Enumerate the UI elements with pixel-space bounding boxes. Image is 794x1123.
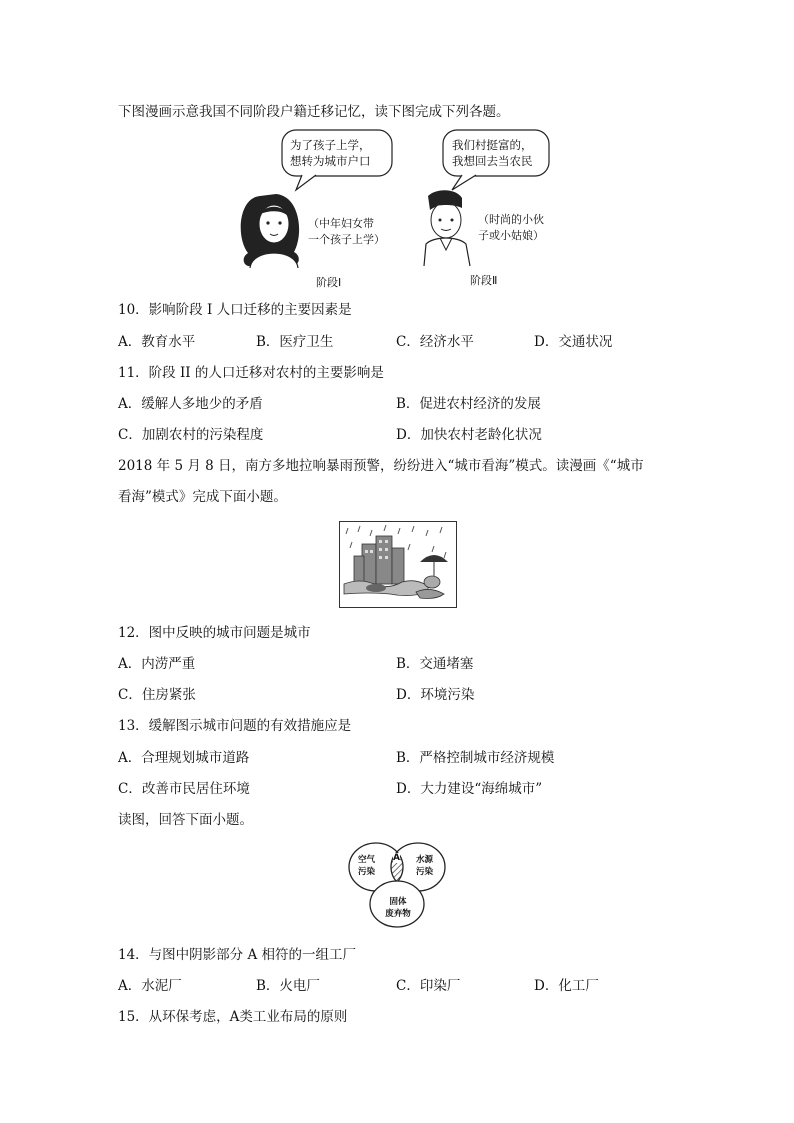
q11-option-a[interactable]: A．缓解人多地少的矛盾 <box>118 396 263 412</box>
q14-option-b[interactable]: B．火电厂 <box>256 978 320 994</box>
q11-stem: 11．阶段 II 的人口迁移对农村的主要影响是 <box>118 365 384 381</box>
city-flood-cartoon <box>339 521 457 608</box>
q12-option-c[interactable]: C．住房紧张 <box>118 687 196 703</box>
q10-option-d[interactable]: D．交通状况 <box>534 334 613 350</box>
note-left: （中年妇女带 一个孩子上学） <box>308 217 385 246</box>
intro-text-2-line-1: 2018 年 5 月 8 日，南方多地拉响暴雨预警，纷纷进入“城市看海”模式。读漫画《“城市 <box>118 458 644 474</box>
q14-stem: 14．与图中阴影部分 A 相符的一组工厂 <box>118 947 357 963</box>
intro-text-2-line-2: 看海”模式》完成下面小题。 <box>118 489 287 505</box>
migration-comic <box>230 128 560 290</box>
woman-figure <box>241 194 299 268</box>
q11-option-b[interactable]: B．促进农村经济的发展 <box>396 396 541 412</box>
young-man-figure <box>424 190 470 266</box>
q13-option-d[interactable]: D．大力建设“海绵城市” <box>396 781 543 797</box>
q13-option-a[interactable]: A．合理规划城市道路 <box>118 750 250 766</box>
stage-1-label: 阶段Ⅰ <box>316 276 342 289</box>
q10-stem: 10．影响阶段 I 人口迁移的主要因素是 <box>118 302 352 318</box>
note-right: （时尚的小伙 子或小姑娘） <box>478 213 544 242</box>
q10-option-a[interactable]: A．教育水平 <box>118 334 196 350</box>
venn-center-label: A <box>393 853 400 863</box>
bubble-left-text: 为了孩子上学， 想转为城市户口 <box>290 138 371 168</box>
q12-option-a[interactable]: A．内涝严重 <box>118 656 196 672</box>
q12-option-d[interactable]: D．环境污染 <box>396 687 475 703</box>
bubble-right-text: 我们村挺富的， 我想回去当农民 <box>452 138 533 168</box>
stage-2-label: 阶段Ⅱ <box>470 274 498 287</box>
pollution-venn-diagram <box>346 840 448 930</box>
intro-text-1: 下图漫画示意我国不同阶段户籍迁移记忆，读下图完成下列各题。 <box>118 104 510 120</box>
venn-water-label: 水源 污染 <box>416 855 434 877</box>
q10-option-b[interactable]: B．医疗卫生 <box>256 334 334 350</box>
q11-option-d[interactable]: D．加快农村老龄化状况 <box>396 427 542 443</box>
q13-stem: 13．缓解图示城市问题的有效措施应是 <box>118 718 352 734</box>
q14-option-d[interactable]: D．化工厂 <box>534 978 599 994</box>
q13-option-b[interactable]: B．严格控制城市经济规模 <box>396 750 555 766</box>
q14-option-c[interactable]: C．印染厂 <box>396 978 461 994</box>
venn-air-label: 空气 污染 <box>358 855 376 877</box>
venn-solid-label: 固体 废弃物 <box>385 897 411 919</box>
q13-option-c[interactable]: C．改善市民居住环境 <box>118 781 250 797</box>
intro-text-3: 读图，回答下面小题。 <box>118 812 253 828</box>
q10-option-c[interactable]: C．经济水平 <box>396 334 474 350</box>
q15-stem: 15．从环保考虑，A类工业布局的原则 <box>118 1009 348 1025</box>
q12-option-b[interactable]: B．交通堵塞 <box>396 656 474 672</box>
q12-stem: 12．图中反映的城市问题是城市 <box>118 625 311 641</box>
q14-option-a[interactable]: A．水泥厂 <box>118 978 182 994</box>
q11-option-c[interactable]: C．加剧农村的污染程度 <box>118 427 264 443</box>
